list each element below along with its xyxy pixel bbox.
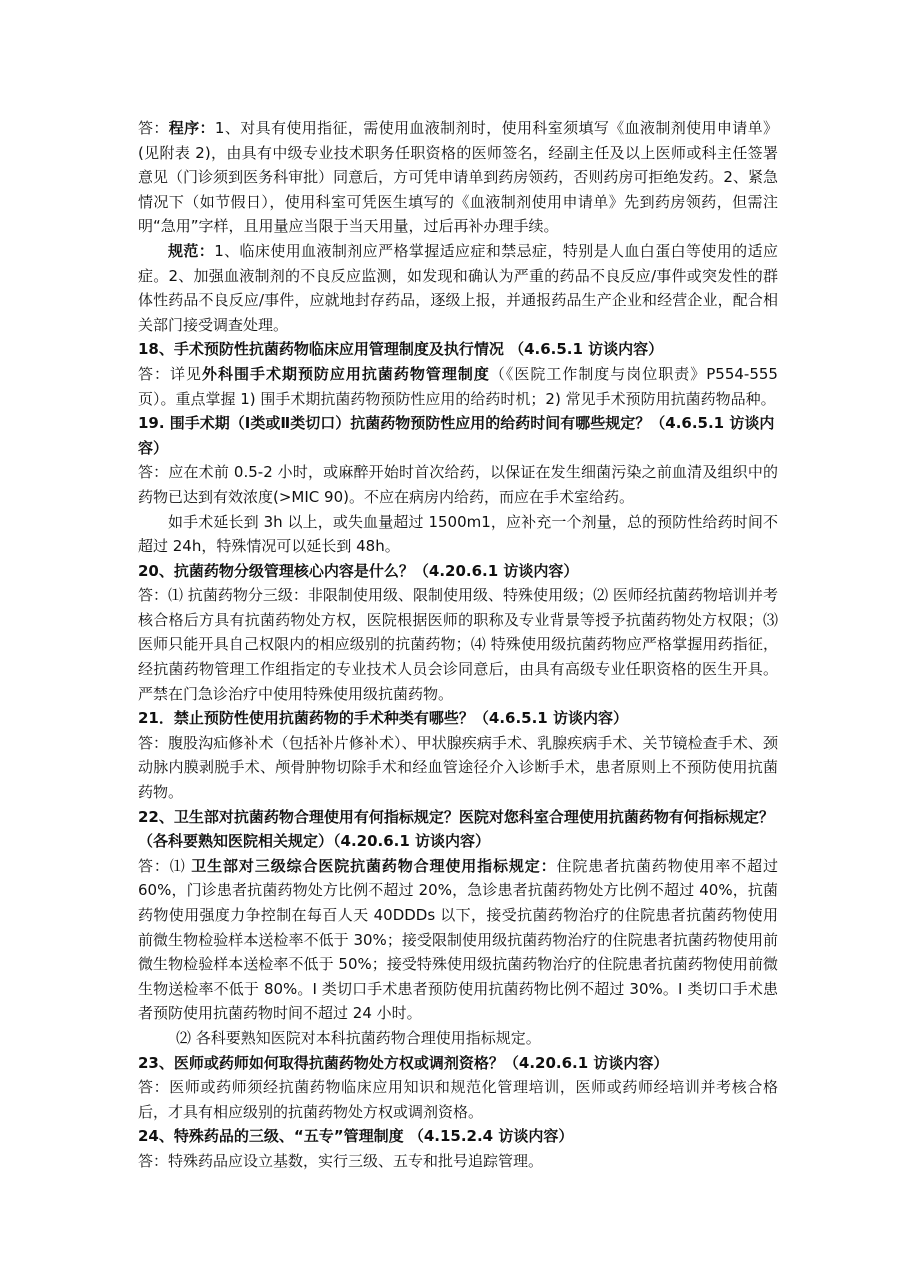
document-page [138,116,778,1174]
bold-term: 卫生部对三级综合医院抗菌药物合理使用指标规定： [191,856,557,875]
answer-23: 答：医师或药师须经抗菌药物临床应用知识和规范化管理培训，医师或药师经培训并考核合格后，才具有相应级别的抗菌药物处方权或调剂资格。 [138,1078,778,1121]
answer-17-procedure: 答：程序：1、对具有使用指征，需使用血液制剂时，使用科室须填写《血液制剂使用申请单》(见附表 2)，由具有中级专业技术职务任职资格的医师签名，经副主任及以上医师或科主任签署意见（门诊须到医务科审批）同意后，方可凭申请单到药房领药，否则药房可拒绝发药。2、紧急情况下（如节假日），使用科室可凭医生填写的《血液制剂使用申请单》先到药房领药，但需注明“急用”字样，且用量应当限于当天用量，过后再补办理手续。 [138,119,778,236]
question-22: 22、卫生部对抗菌药物合理使用有何指标规定？医院对您科室合理使用抗菌药物有何指标规定？（各科要熟知医院相关规定）（4.20.6.1 访谈内容） [138,807,774,851]
answer-20: 答：⑴ 抗菌药物分三级：非限制使用级、限制使用级、特殊使用级；⑵ 医师经抗菌药物培训并考核合格后方具有抗菌药物处方权，医院根据医师的职称及专业背景等授予抗菌药物处方权限；⑶ 医师只能开具自己权限内的相应级别的抗菌药物；⑷ 特殊使用级抗菌药物应严格掌握用药指征，经抗菌药物管理工作组指定的专业技术人员会诊同意后，由具有高级专业任职资格的医生开具。严禁在门急诊治疗中使用特殊使用级抗菌药物。 [138,586,778,703]
answer-24: 答：特殊药品应设立基数，实行三级、五专和批号追踪管理。 [138,1151,544,1170]
answer-21: 答：腹股沟疝修补术（包括补片修补术）、甲状腺疾病手术、乳腺疾病手术、关节镜检查手术、颈动脉内膜剥脱手术、颅骨肿物切除手术和经血管途径介入诊断手术，患者原则上不预防使用抗菌药物。 [138,733,778,802]
question-19: 19. 围手术期（Ⅰ类或Ⅱ类切口）抗菌药物预防性应用的给药时间有哪些规定？（4.6.5.1 访谈内容） [138,414,775,457]
answer-17-rules: 规范：1、临床使用血液制剂应严格掌握适应症和禁忌症，特别是人血白蛋白等使用的适应症。2、加强血液制剂的不良反应监测，如发现和确认为严重的药品不良反应/事件或突发性的群体性药品不良反应/事件，应就地封存药品，逐级上报，并通报药品生产企业和经营企业，配合相关部门接受调查处理。 [138,241,778,334]
question-18: 18、手术预防性抗菌药物临床应用管理制度及执行情况 （4.6.5.1 访谈内容） [138,340,664,359]
answer-19-extra: 如手术延长到 3h 以上，或失血量超过 1500m1，应补充一个剂量，总的预防性给药时间不超过 24h，特殊情况可以延长到 48h。 [138,512,778,556]
answer-22-extra: ⑵ 各科要熟知医院对本科抗菌药物合理使用指标规定。 [176,1028,541,1047]
question-20: 20、抗菌药物分级管理核心内容是什么？（4.20.6.1 访谈内容） [138,561,579,580]
answer-19: 答：应在术前 0.5-2 小时，或麻醉开始时首次给药，以保证在发生细菌污染之前血清及组织中的药物已达到有效浓度(>MIC 90)。不应在病房内给药，而应在手术室给药。 [138,463,778,506]
question-24: 24、特殊药品的三级、“五专”管理制度 （4.15.2.4 访谈内容） [138,1127,574,1146]
bold-term: 外科围手术期预防应用抗菌药物管理制度 [201,364,490,383]
answer-18: 答：详见外科围手术期预防应用抗菌药物管理制度（《医院工作制度与岗位职责》P554-555 页）。重点掌握 1) 围手术期抗菌药物预防性应用的给药时机；2) 常见手术预防用抗菌药物品种。 [138,364,778,408]
answer-22: 答：⑴ 卫生部对三级综合医院抗菌药物合理使用指标规定：住院患者抗菌药物使用率不超过 60%，门诊患者抗菌药物处方比例不超过 20%，急诊患者抗菌药物处方比例不超过 40%，抗菌药物使用强度力争控制在每百人天 40DDDs 以下，接受抗菌药物治疗的住院患者抗菌药物使用前微生物检验样本送检率不低于 30%；接受限制使用级抗菌药物治疗的住院患者抗菌药物使用前微生物检验样本送检率不低于 50%；接受特殊使用级抗菌药物治疗的住院患者抗菌药物使用前微生物送检率不低于 80%。I 类切口手术患者预防使用抗菌药物比例不超过 30%。I 类切口手术患者预防使用抗菌药物时间不超过 24 小时。 [138,856,778,1023]
bold-term: 规范： [168,241,215,260]
question-21: 21．禁止预防性使用抗菌药物的手术种类有哪些？（4.6.5.1 访谈内容） [138,709,628,728]
question-23: 23、医师或药师如何取得抗菌药物处方权或调剂资格？（4.20.6.1 访谈内容） [138,1053,669,1072]
bold-term: 程序： [168,119,215,137]
